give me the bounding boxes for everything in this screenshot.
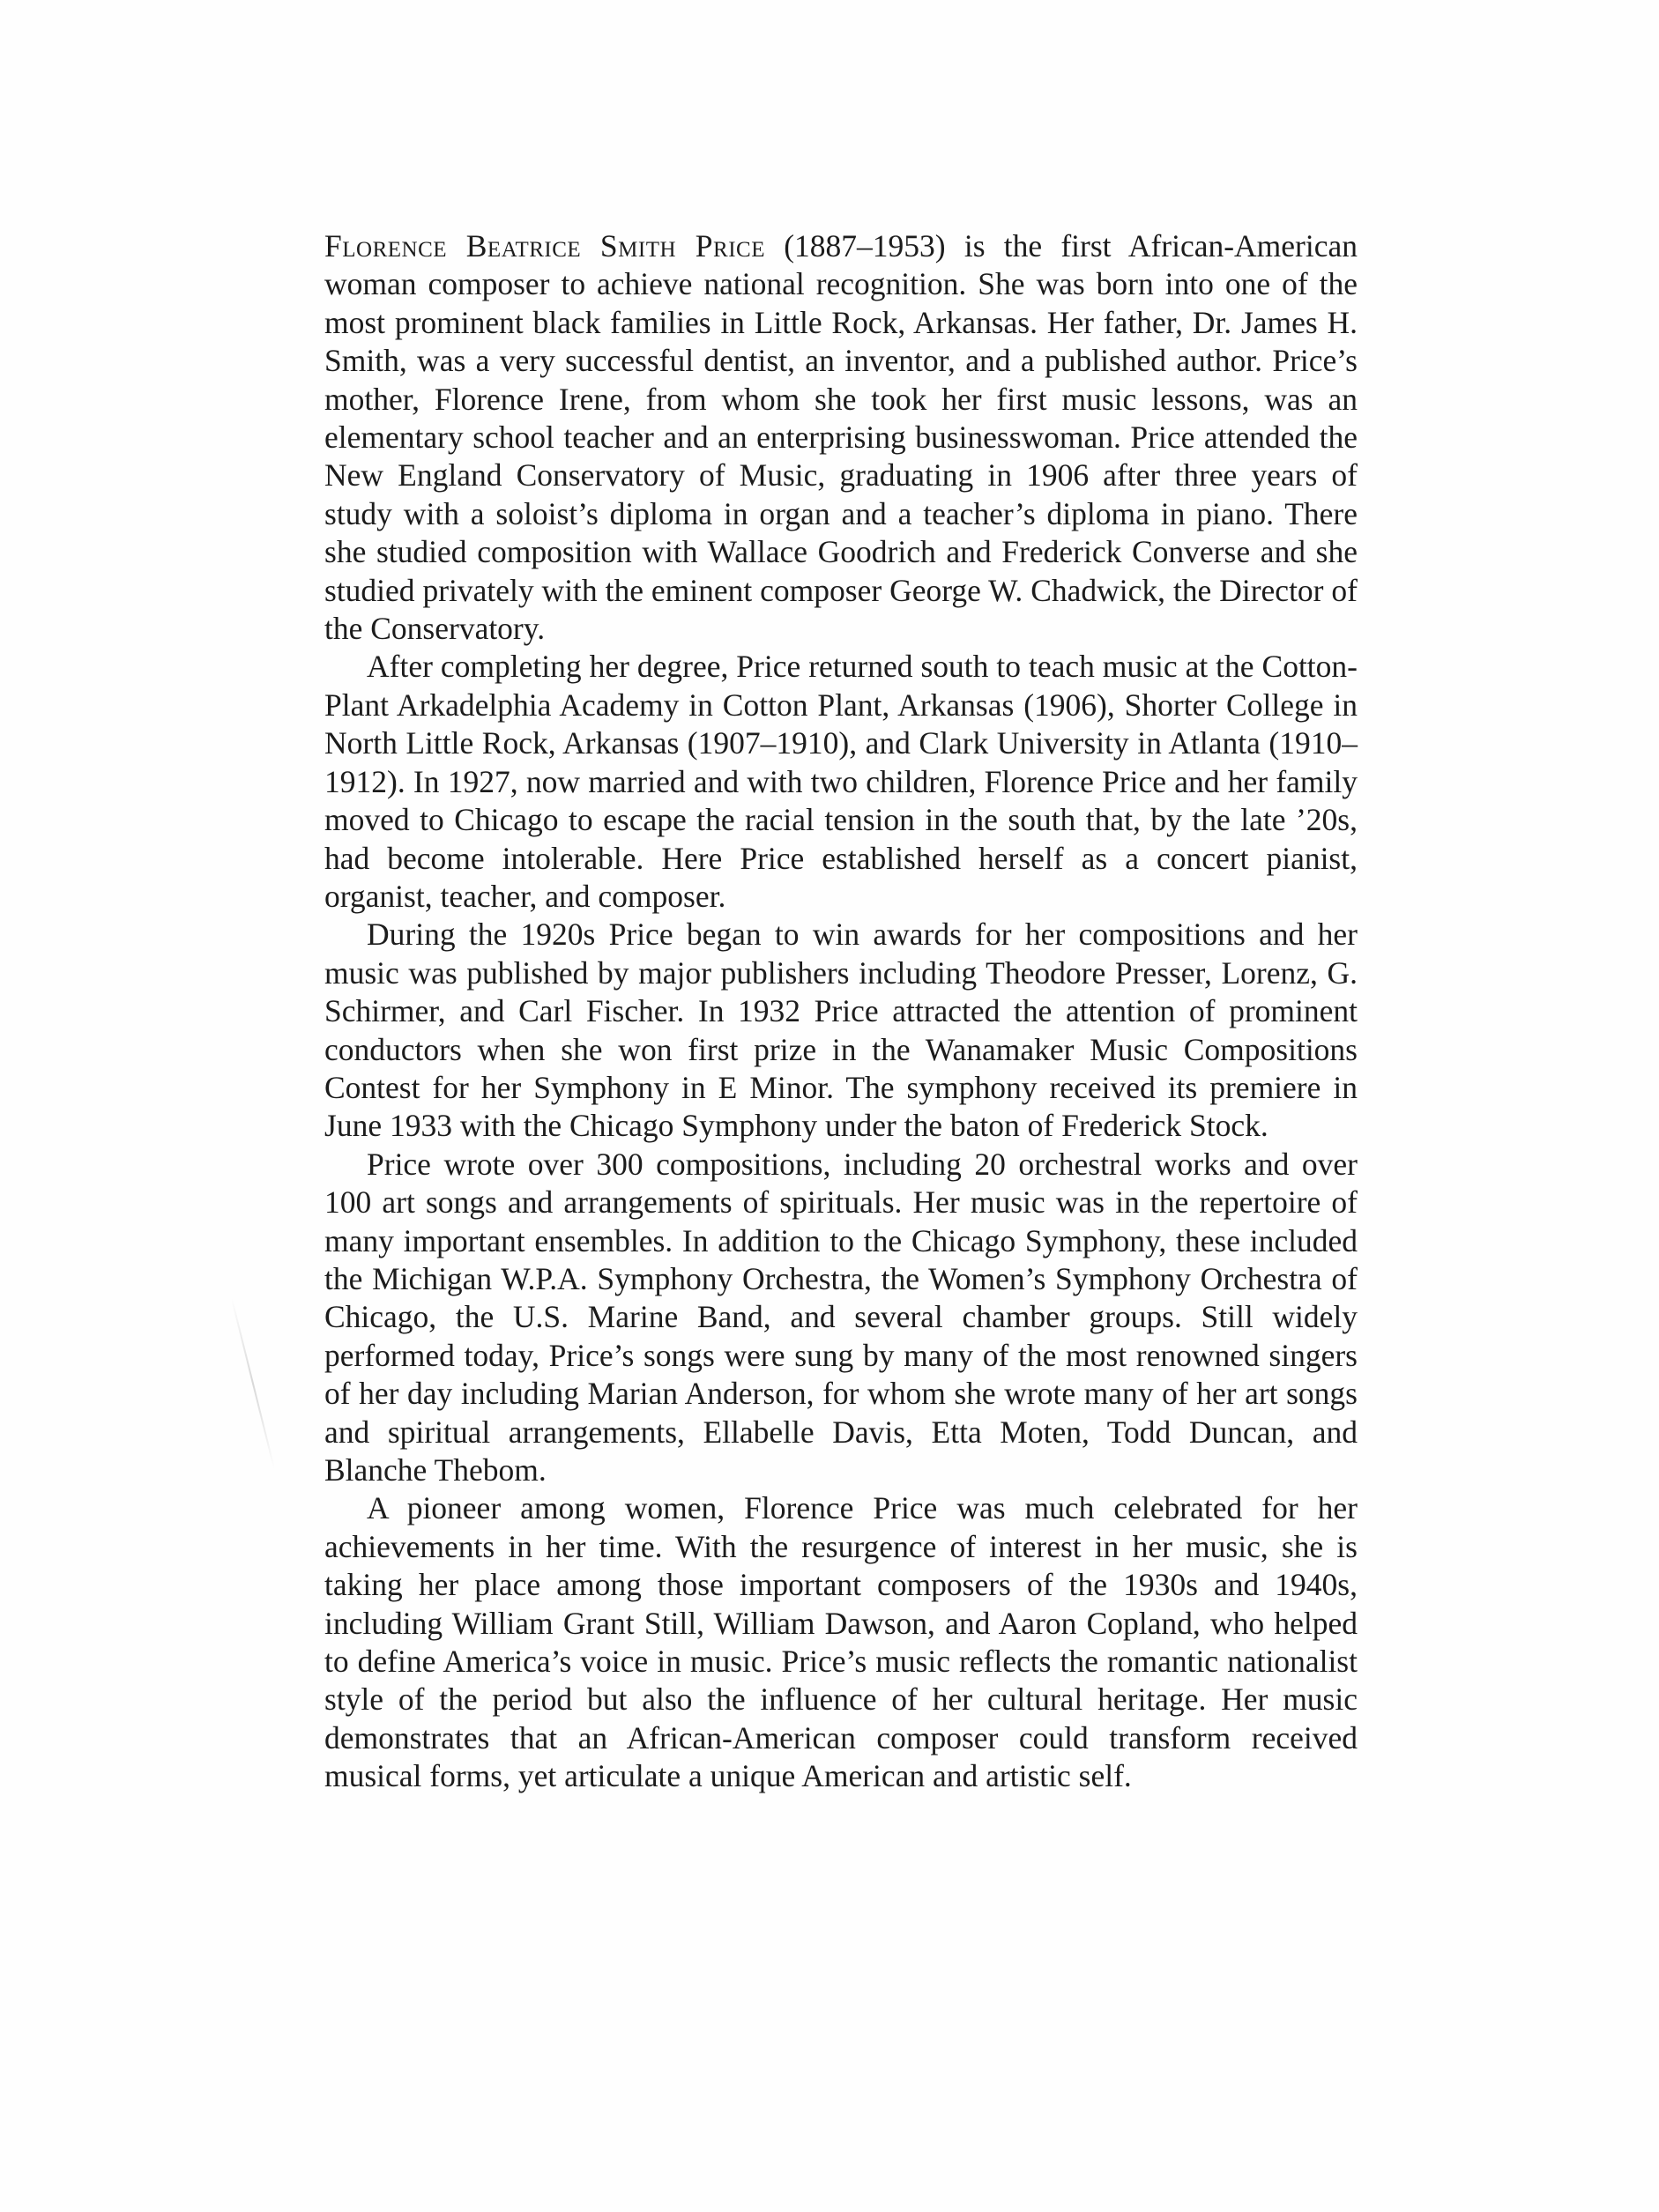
composer-name: Florence Beatrice Smith Price bbox=[324, 228, 765, 264]
paragraph-4: Price wrote over 300 compositions, including 20 orchestral works and over 100 art songs and arrangements of spirituals. Her music was in the repertoire of many important ensembles. In addition to the Chicago Symphony, these included the Michigan W.P.A. Symphony Orchestra, the Women’s Symphony Orchestra of Chicago, the U.S. Marine Band, and several chamber groups. Still widely performed today, Price’s songs were sung by many of the most renowned singers of her day including Marian Anderson, for whom she wrote many of her art songs and spiritual arrangements, Ellabelle Davis, Etta Moten, Todd Duncan, and Blanche Thebom. bbox=[324, 1146, 1358, 1488]
scan-artifact-line bbox=[231, 1298, 275, 1470]
paragraph-1 bbox=[324, 227, 1358, 648]
paragraph-1-text: (1887–1953) is the first African-American woman composer to achieve national recognition. She was born into one of the most prominent black families in Little Rock, Arkansas. Her father, Dr. James H. Smith, was a very successful dentist, an inventor, and a published author. Price’s mother, Florence Irene, from whom she took her first music lessons, was an elementary school teacher and an enterprising businesswoman. Price attended the New England Conservatory of Music, graduating in 1906 after three years of study with a soloist’s diploma in organ and a teacher’s diploma in piano. There she studied composition with Wallace Goodrich and Frederick Converse and she studied privately with the eminent composer George W. Chadwick, the Director of the Conservatory. bbox=[324, 228, 1358, 647]
biography-text bbox=[324, 227, 1358, 1796]
paragraph-5: A pioneer among women, Florence Price was much celebrated for her achievements in her time. With the resurgence of interest in her music, she is taking her place among those important composers of the 1930s and 1940s, including William Grant Still, William Dawson, and Aaron Copland, who helped to define America’s voice in music. Price’s music reflects the romantic nationalist style of the period but also the influence of her cultural heritage. Her music demonstrates that an African-American composer could transform received musical forms, yet articulate a unique American and artistic self. bbox=[324, 1490, 1358, 1794]
paragraph-2: After completing her degree, Price returned south to teach music at the Cotton-Plant Arkadelphia Academy in Cotton Plant, Arkansas (1906), Shorter College in North Little Rock, Arkansas (1907–1910), and Clark University in Atlanta (1910–1912). In 1927, now married and with two children, Florence Price and her family moved to Chicago to escape the racial tension in the south that, by the late ’20s, had become intolerable. Here Price established herself as a concert pianist, organist, teacher, and composer. bbox=[324, 649, 1358, 914]
paragraph-3: During the 1920s Price began to win awards for her compositions and her music was published by major publishers including Theodore Presser, Lorenz, G. Schirmer, and Carl Fischer. In 1932 Price attracted the attention of prominent conductors when she won first prize in the Wanamaker Music Compositions Contest for her Symphony in E Minor. The symphony received its premiere in June 1933 with the Chicago Symphony under the baton of Frederick Stock. bbox=[324, 917, 1358, 1144]
